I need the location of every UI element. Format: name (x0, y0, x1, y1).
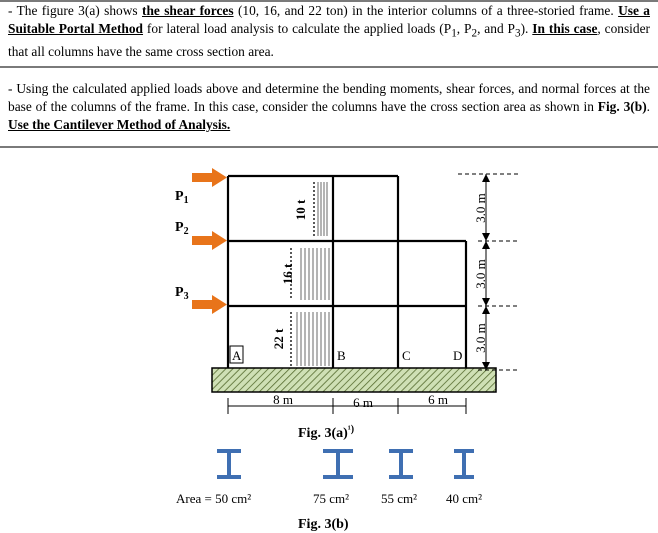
i-section-group (217, 449, 474, 479)
height-label-top: 3.0 m (473, 193, 488, 223)
i-section-icon (323, 449, 353, 479)
i-section-icon (454, 449, 474, 479)
load-arrow-p3 (192, 295, 227, 314)
problem-paragraph-1: - The figure 3(a) shows the shear forces (10, 16, and 22 ton) in the interior columns of a three-storied frame. Use a Suitable Portal Method for lateral load analysis to calculate the applied loads ($P_1$, $P_2$, and $P_3$). In this case, consider that all columns have the same cross section area. (8, 3, 651, 59)
load-label-p1: $P_1$ (175, 189, 189, 206)
joint-label-d: D (453, 348, 463, 363)
area-label-a: Area = 50 cm² (176, 491, 252, 506)
joint-labels (230, 346, 462, 363)
height-label-middle: 3.0 m (473, 259, 488, 289)
i-section-icon (389, 449, 413, 479)
i-section-icon (217, 449, 241, 479)
area-label-d: 40 cm² (446, 491, 483, 506)
load-arrows (192, 168, 227, 314)
ground-support (212, 368, 496, 392)
shear-label-middle: 16 t (280, 263, 295, 285)
shear-label-top: 10 t (293, 199, 308, 221)
load-label-p3: $P_3$ (175, 285, 189, 302)
area-label-b: 75 cm² (313, 491, 350, 506)
span-label-ab: 8 m (273, 392, 293, 407)
figure-a-caption: Fig. $3(a)^{^1)}$ (298, 424, 355, 441)
frame-structure (228, 176, 466, 368)
load-arrow-p1 (192, 168, 227, 187)
span-label-bc: 6 m (353, 395, 373, 410)
shear-label-bottom: 22 t (271, 328, 286, 350)
joint-label-a: A (232, 348, 242, 363)
height-dimensions (458, 174, 520, 370)
load-arrow-p2 (192, 231, 227, 250)
figure-b-caption: Fig. 3(b) (298, 517, 349, 532)
height-label-bottom: 3.0 m (473, 323, 488, 353)
area-label-c: 55 cm² (381, 491, 418, 506)
joint-label-c: C (402, 348, 411, 363)
span-label-cd: 6 m (428, 392, 448, 407)
joint-label-b: B (337, 348, 346, 363)
problem-paragraph-2: - Using the calculated applied loads above and determine the bending moments, shear forces, and normal forces at the base of the columns of the frame. In this case, consider the columns have the cross section area as shown in Fig. 3(b). Use the Cantilever Method of Analysis. (8, 81, 651, 132)
load-label-p2: $P_2$ (175, 220, 189, 237)
